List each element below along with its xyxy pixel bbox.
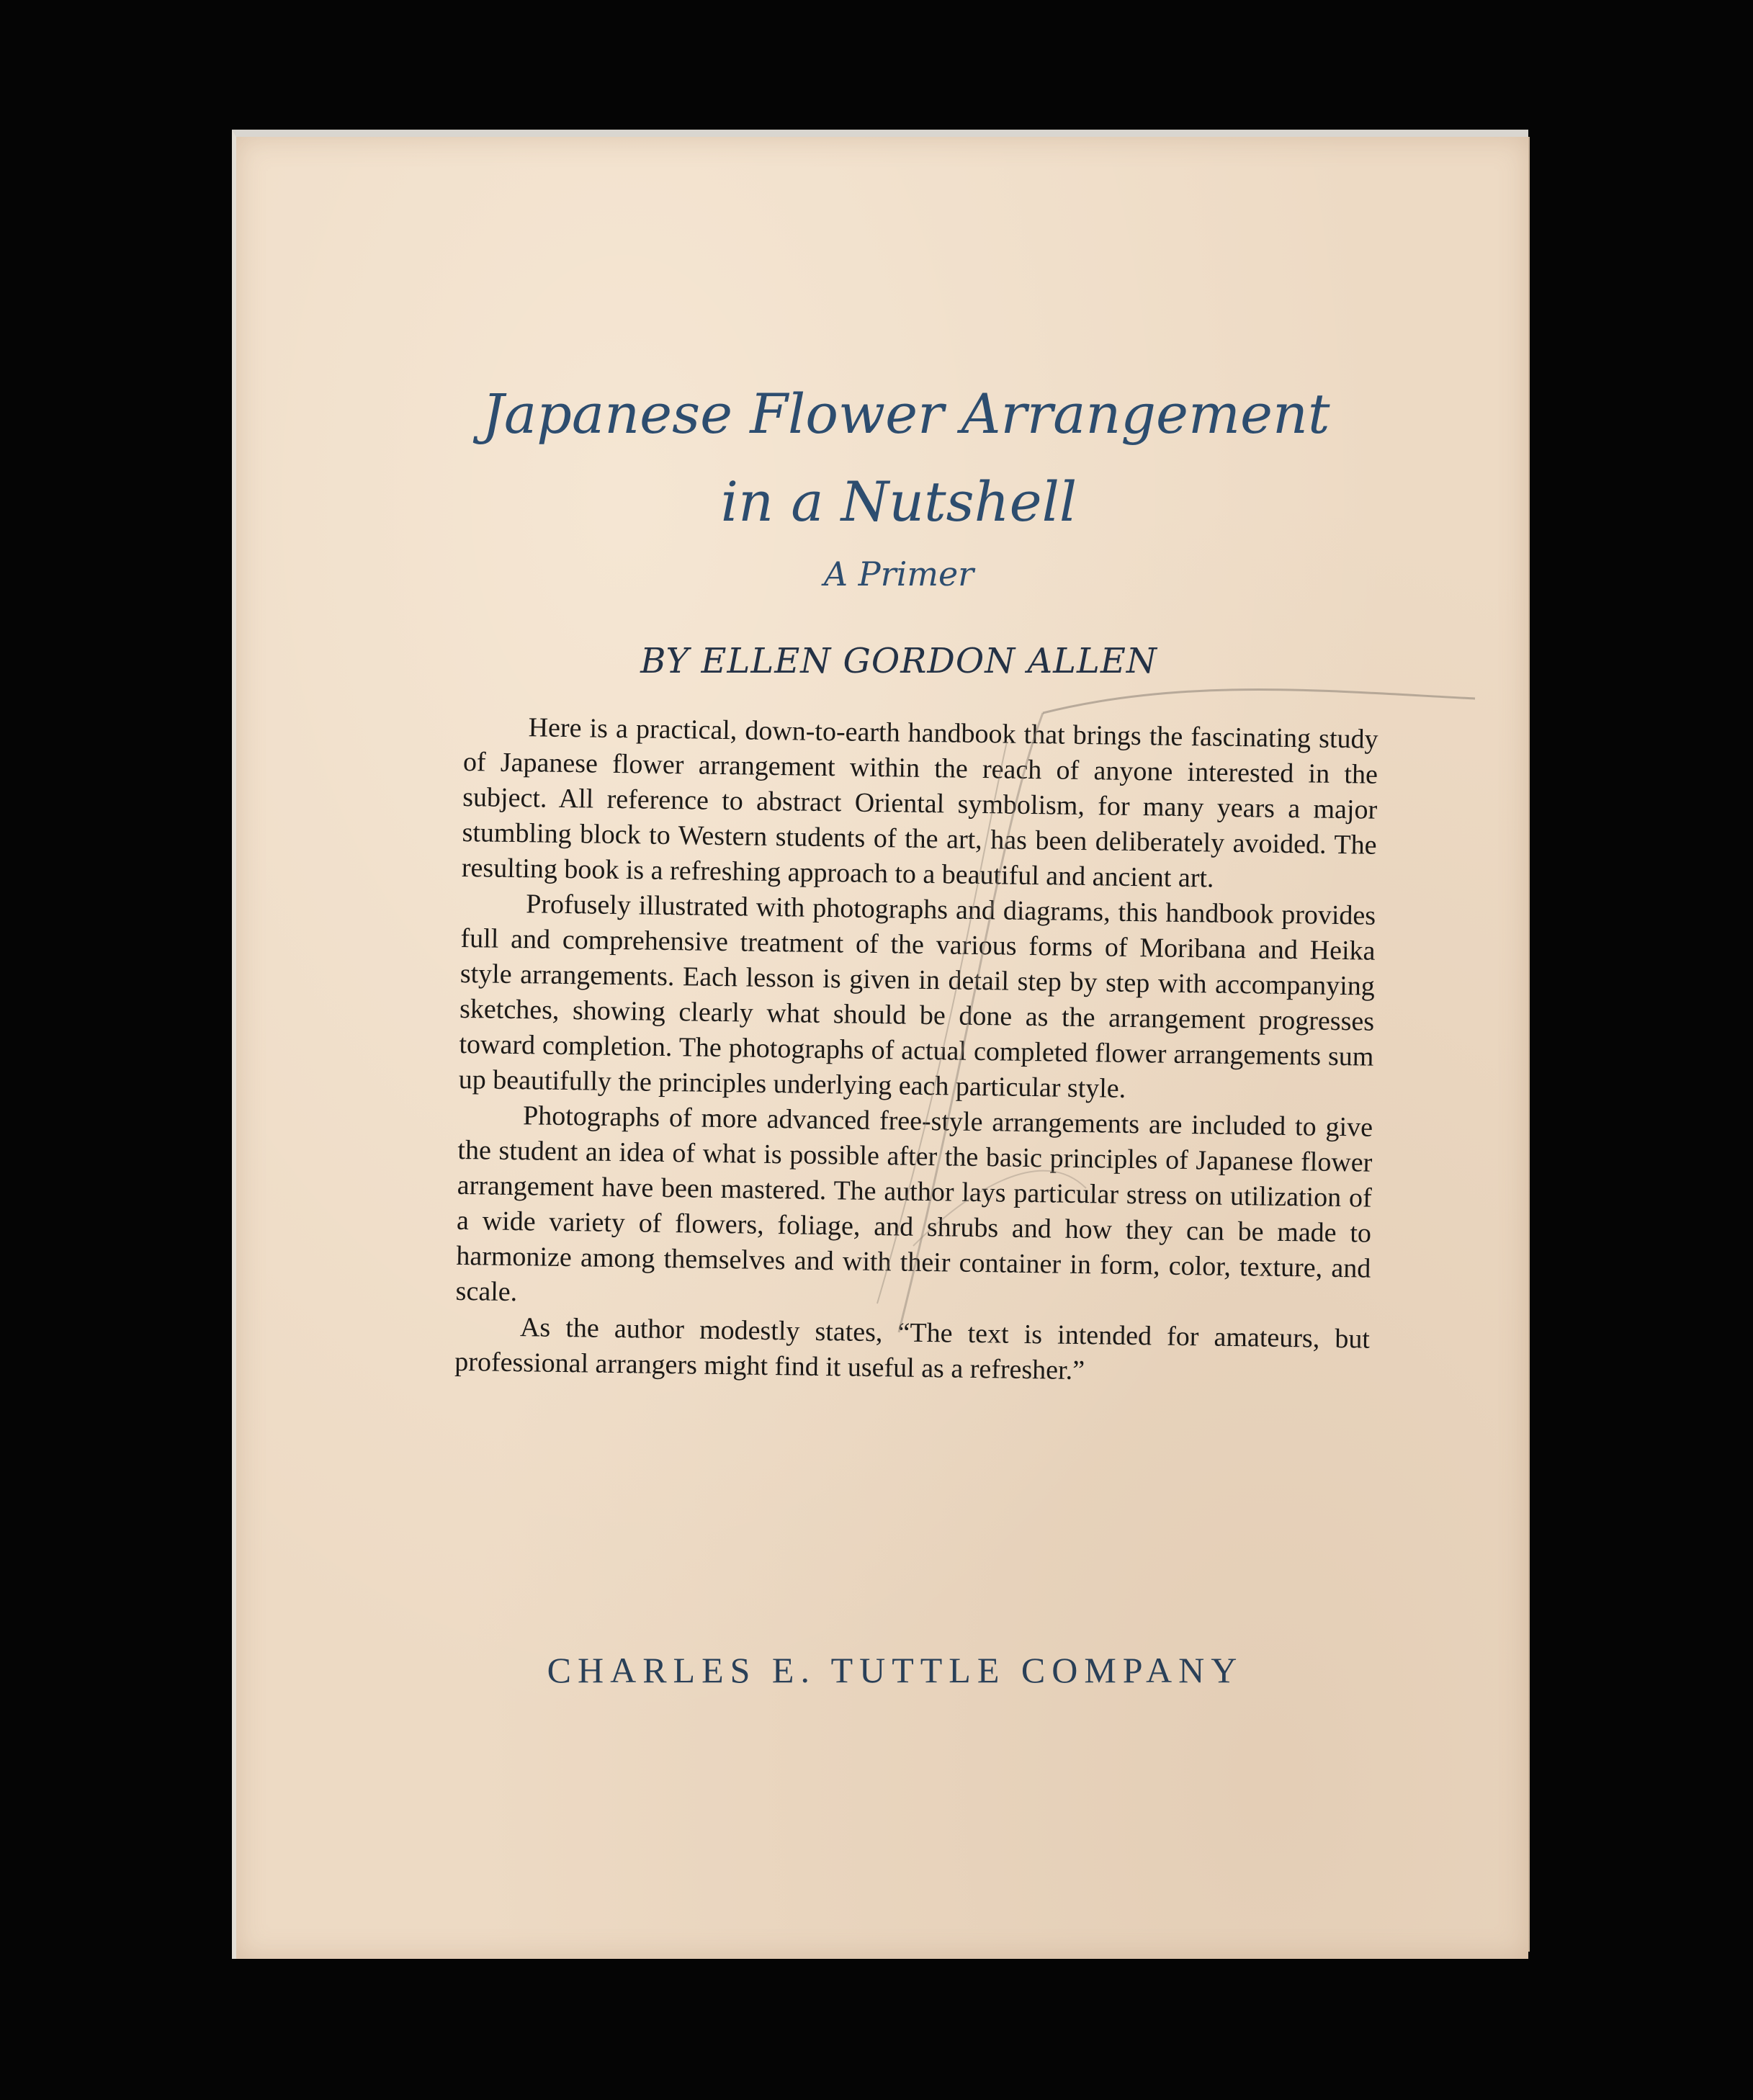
book-back-cover — [232, 130, 1528, 1959]
blurb-paragraph: Photographs of more advanced free-style arrangements are included to give the student an idea of what is possible after the basic principles of Japanese flower arrangement have been mastered. The author lays particular stress on utilization of a wide variety of flowers, foliage, and shrubs and how they can be made to harmonize among themselves and with their container in form, color, texture, and scale. — [455, 1100, 1373, 1308]
publisher-name: CHARLES E. TUTTLE COMPANY — [547, 1650, 1244, 1690]
blurb-paragraph: As the author modestly states, “The text is intended for amateurs, but professional arrangers might find it useful as a refresher.” — [454, 1312, 1371, 1386]
book-subtitle: A Primer — [823, 555, 974, 593]
book-title-line-1: Japanese Flower Arrangement — [482, 382, 1330, 446]
author-byline: BY ELLEN GORDON ALLEN — [640, 641, 1157, 681]
book-title-line-2: in a Nutshell — [720, 470, 1077, 534]
cover-blurb — [454, 709, 1378, 1393]
blurb-paragraph: Here is a practical, down-to-earth handbook that brings the fascinating study of Japanese flower arrangement within the reach of anyone interested in the subject. All reference to abstract Oriental symbolism, for many years a major stumbling block to Western students of the art, has been deliberately avoided. The resulting book is a refreshing approach to a beautiful and ancient art. — [461, 712, 1378, 894]
blurb-paragraph: Profusely illustrated with photographs and diagrams, this handbook provides full and comprehensive treatment of the various forms of Moribana and Heika style arrangements. Each lesson is given in detail step by step with accompanying sketches, showing clearly what should be done as the arrangement progresses toward completion. The photographs of actual completed flower arrangements sum up beautifully the principles underlying each particular style. — [458, 889, 1376, 1104]
